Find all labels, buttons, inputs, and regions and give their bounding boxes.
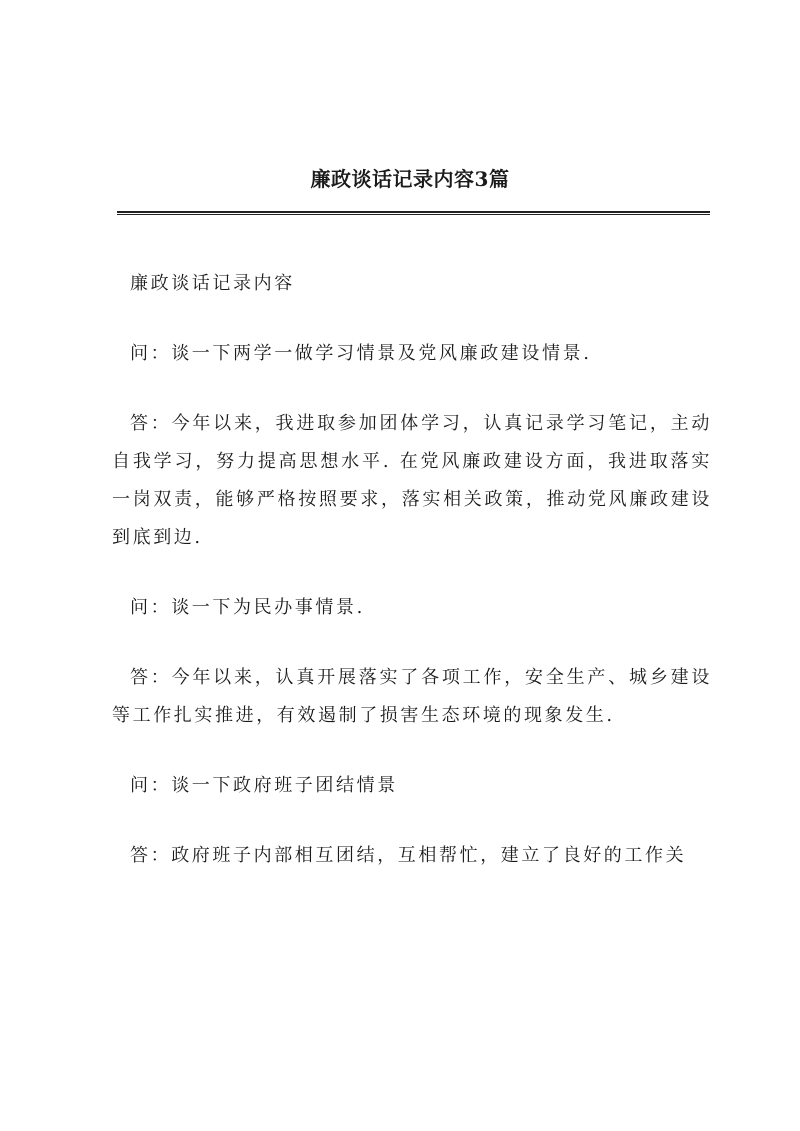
question-paragraph: 问：谈一下为民办事情景.: [130, 597, 365, 618]
document-title: 廉政谈话记录内容3篇: [310, 167, 510, 191]
section-heading: 廉政谈话记录内容: [130, 273, 295, 294]
question-paragraph: 问：谈一下两学一做学习情景及党风廉政建设情景.: [130, 343, 592, 364]
answer-paragraph: 答：今年以来，认真开展落实了各项工作，安全生产、城乡建设等工作扎实推进，有效遏制了损害生态环境的现象发生.: [112, 667, 712, 726]
question-paragraph: 问：谈一下政府班子团结情景: [130, 775, 398, 796]
title-divider: [117, 211, 710, 215]
document-body: [112, 265, 712, 907]
answer-paragraph: 答：今年以来，我进取参加团体学习，认真记录学习笔记，主动自我学习，努力提高思想水平. 在党风廉政建设方面，我进取落实一岗双责，能够严格按照要求，落实相关政策，推动党风廉政建设到底到边.: [112, 413, 712, 548]
answer-paragraph: 答：政府班子内部相互团结，互相帮忙，建立了良好的工作关: [130, 845, 687, 866]
